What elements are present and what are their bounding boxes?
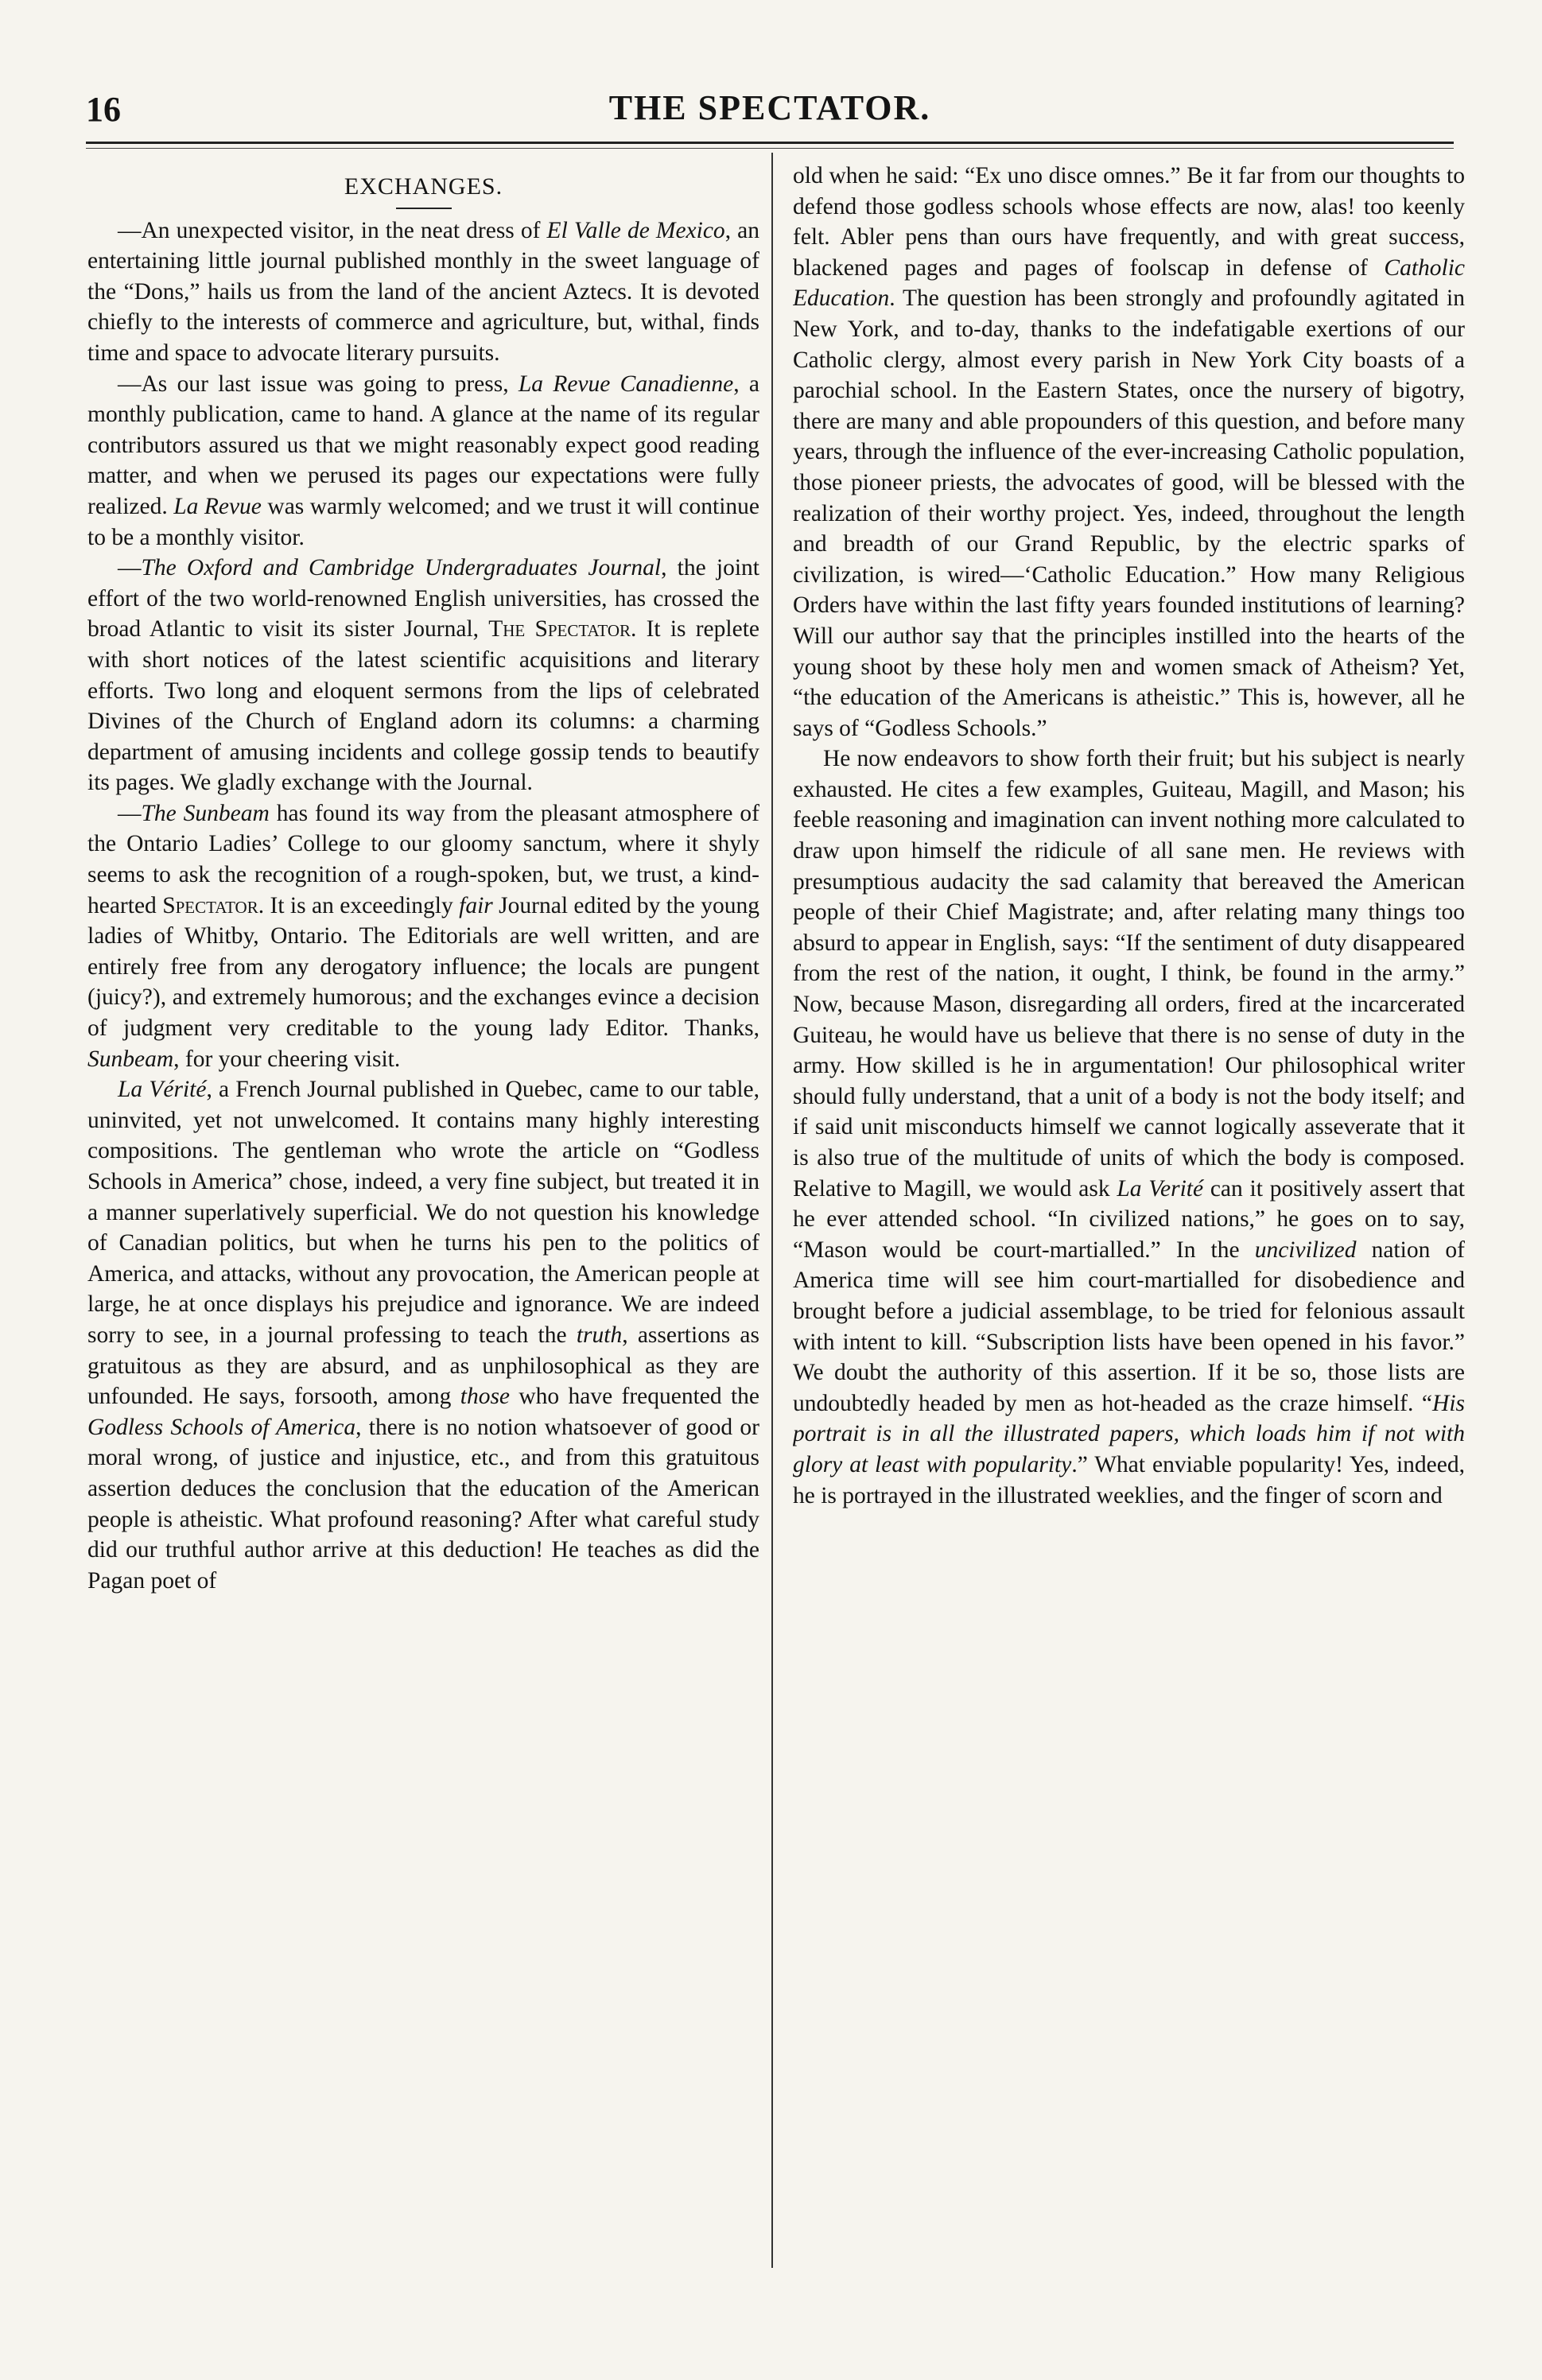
header-rule-thin (86, 148, 1454, 149)
running-title: THE SPECTATOR. (608, 88, 931, 127)
paragraph-oxford-cambridge: —The Oxford and Cambridge Undergraduates Journal, the joint effort of the two world-renowned English universities, has crossed the broad Atlantic to visit its sister Journal, The Spectator. It is replete with short notices of the latest scientific acquisitions and literary efforts. Two long and eloquent sermons from the lips of celebrated Divines of the Church of England adorn its columns: a charming department of amusing incidents and college gossip tends to beautify its pages. We gladly exchange with the Journal. (87, 555, 759, 796)
right-column (793, 161, 1465, 2260)
column-divider (771, 153, 773, 2268)
paragraph-la-revue: —As our last issue was going to press, La Revue Canadienne, a monthly publication, came to hand. A glance at the name of its regular contributors assured us that we might reasonably expect good reading matter, and when we perused its pages our expectations were fully realized. La Revue was warmly welcomed; and we trust it will continue to be a monthly visitor. (87, 371, 759, 550)
paragraph-continued: old when he said: “Ex uno disce omnes.” Be it far from our thoughts to defend those godless schools whose effects are now, alas! too keenly felt. Abler pens than ours have frequently, and with great success, blackened pages and pages of foolscap in defense of Catholic Education. The question has been strongly and profoundly agitated in New York, and to-day, thanks to the indefatigable exertions of our Catholic clergy, almost every parish in New York City boasts of a parochial school. In the Eastern States, once the nursery of bigotry, there are many and able propounders of this question, and before many years, through the influence of the ever-increasing Catholic population, those pioneer priests, the advocates of good, will be blessed with the realization of their worthy project. Yes, indeed, throughout the length and breadth of our Grand Republic, by the electric sparks of civilization, is wired—‘Catholic Education.” How many Religious Orders have within the last fifty years founded institutions of learning? Will our author say that the principles instilled into the hearts of the young shoot by these holy men and women smack of Atheism? Yet, “the education of the Americans is atheistic.” This is, however, all he says of “Godless Schools.” (793, 163, 1465, 741)
heading-rule (396, 208, 452, 209)
left-column (87, 161, 759, 2260)
section-heading: EXCHANGES. (344, 173, 503, 200)
header-rule (86, 142, 1454, 144)
paragraph-sunbeam: —The Sunbeam has found its way from the pleasant atmosphere of the Ontario Ladies’ College to our gloomy sanctum, where it shyly seems to ask the recognition of a rough-spoken, but, we trust, a kind-hearted Spectator. It is an exceedingly fair Journal edited by the young ladies of Whitby, Ontario. The Editorials are well written, and are entirely free from any derogatory influence; the locals are pungent (juicy?), and extremely humorous; and the exchanges evince a decision of judgment very creditable to the young lady Editor. Thanks, Sunbeam, for your cheering visit. (87, 800, 759, 1072)
paragraph-fruit: He now endeavors to show forth their fruit; but his subject is nearly exhausted. He cites a few examples, Guiteau, Magill, and Mason; his feeble reasoning and imagination can invent nothing more calculated to draw upon himself the ridicule of all sane men. He reviews with presumptious audacity the sad calamity that bereaved the American people of their Chief Magistrate; and, after relating many things too absurd to appear in English, says: “If the sentiment of duty disappeared from the rest of the nation, it ought, I think, be found in the army.” Now, because Mason, disregarding all orders, fired at the incarcerated Guiteau, he would have us believe that there is no sense of duty in the army. How skilled is he in argumentation! Our philosophical writer should fully understand, that a unit of a body is not the body itself; and if said unit misconducts himself we cannot logically asseverate that it is also true of the multitude of units of which the body is composed. Relative to Magill, we would ask La Verité can it positively assert that he ever attended school. “In civilized nations,” he goes on to say, “Mason would be court-martialled.” In the uncivilized nation of America time will see him court-martialled for disobedience and brought before a judicial assemblage, to be tried for felonious assault with intent to kill. “Subscription lists have been opened in his favor.” We doubt the authority of this assertion. If it be so, those lists are undoubtedly headed by men as hot-headed as the craze himself. “His portrait is in all the illustrated papers, which loads him if not with glory at least with popularity.” What enviable popularity! Yes, indeed, he is portrayed in the illustrated weeklies, and the finger of scorn and (793, 746, 1465, 1508)
paragraph-la-verite: La Vérité, a French Journal published in Quebec, came to our table, uninvited, yet not unwelcomed. It contains many highly interesting compositions. The gentleman who wrote the article on “Godless Schools in America” chose, indeed, a very fine subject, but treated it in a manner superlatively superficial. We do not question his knowledge of Canadian politics, but when he turns his pen to the politics of America, and attacks, without any provocation, the American people at large, he at once displays his prejudice and ignorance. We are indeed sorry to see, in a journal professing to teach the truth, assertions as gratuitous as they are absurd, and as unphilosophical as they are unfounded. He says, forsooth, among those who have frequented the Godless Schools of America, there is no notion whatsoever of good or moral wrong, of justice and injustice, etc., and from this gratuitous assertion deduces the conclusion that the education of the American people is atheistic. What profound reasoning? After what careful study did our truthful author arrive at this deduction! He teaches as did the Pagan poet of (87, 1077, 759, 1594)
page-number: 16 (86, 90, 121, 129)
page-header (86, 87, 1454, 135)
paragraph-el-valle: —An unexpected visitor, in the neat dress of El Valle de Mexico, an entertaining little journal published monthly in the sweet language of the “Dons,” hails us from the land of the ancient Aztecs. It is devoted chiefly to the interests of commerce and agriculture, but, withal, finds time and space to advocate literary pursuits. (87, 217, 759, 366)
